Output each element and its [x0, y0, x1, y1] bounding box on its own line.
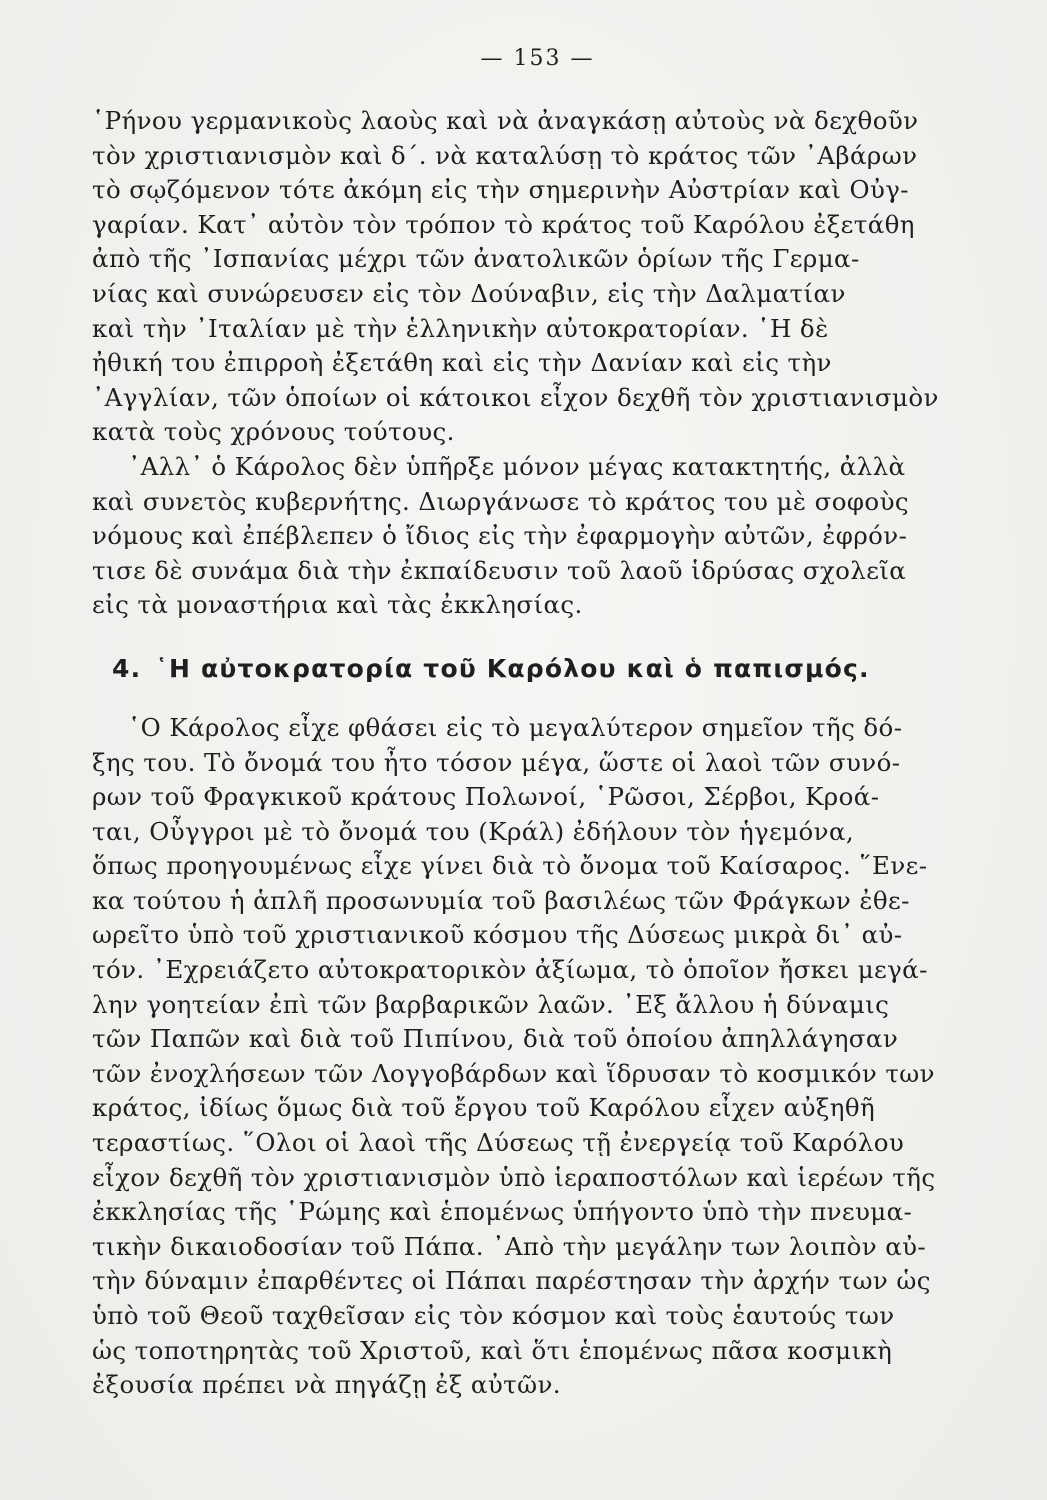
text-line: ξης του. Τὸ ὄνομά του ἦτο τόσον μέγα, ὥστε οἱ λαοὶ τῶν συνό- [92, 747, 901, 777]
text-line: κατὰ τοὺς χρόνους τούτους. [92, 417, 455, 447]
section-title: ῾Η αὐτοκρατορία τοῦ Καρόλου καὶ ὁ παπισμός. [155, 653, 870, 683]
text-line: νίας καὶ συνώρευσεν εἰς τὸν Δούναβιν, εἰς τὴν Δαλματίαν [92, 278, 846, 308]
text-line: τικὴν δικαιοδοσίαν τοῦ Πάπα. ᾿Απὸ τὴν μεγάλην των λοιπὸν αὐ- [92, 1231, 927, 1261]
section-number: 4. [112, 653, 142, 683]
text-line: τεραστίως. ῞Ολοι οἱ λαοὶ τῆς Δύσεως τῇ ἐνεργείᾳ τοῦ Καρόλου [92, 1128, 905, 1158]
text-line: ὑπὸ τοῦ Θεοῦ ταχθεῖσαν εἰς τὸν κόσμον καὶ τοὺς ἑαυτούς των [92, 1301, 895, 1330]
text-line: ρων τοῦ Φραγκικοῦ κράτους Πολωνοί, ῾Ρῶσοι, Σέρβοι, Κροά- [92, 782, 880, 812]
text-line: ἠθική του ἐπιρροὴ ἐξετάθη καὶ εἰς τὴν Δανίαν καὶ εἰς τὴν [92, 348, 832, 378]
text-line: τῶν ἐνοχλήσεων τῶν Λογγοβάρδων καὶ ἵδρυσαν τὸ κοσμικόν των [92, 1058, 935, 1088]
text-line: κράτος, ἰδίως ὅμως διὰ τοῦ ἔργου τοῦ Καρόλου εἶχεν αὐξηθῆ [92, 1093, 876, 1123]
paragraph-1 [92, 104, 943, 450]
text-line: ᾿Αγγλίαν, τῶν ὁποίων οἱ κάτοικοι εἶχον δεχθῆ τὸν χριστιανισμὸν [92, 382, 939, 412]
text-line: εἰς τὰ μοναστήρια καὶ τὰς ἐκκλησίας. [92, 590, 583, 620]
text-line: τὴν δύναμιν ἐπαρθέντες οἱ Πάπαι παρέστησαν τὴν ἀρχήν των ὡς [92, 1266, 931, 1296]
paragraph-2 [92, 450, 943, 623]
text-line: ἀπὸ τῆς ᾿Ισπανίας μέχρι τῶν ἀνατολικῶν ὁρίων τῆς Γερμα- [92, 244, 860, 274]
text-line: ὅπως προηγουμένως εἶχε γίνει διὰ τὸ ὄνομα τοῦ Καίσαρος. ῞Ενε- [92, 851, 928, 881]
text-line: καὶ τὴν ᾿Ιταλίαν μὲ τὴν ἑλληνικὴν αὐτοκρατορίαν. ῾Η δὲ [92, 313, 829, 343]
text-line: ωρεῖτο ὑπὸ τοῦ χριστιανικοῦ κόσμου τῆς Δύσεως μικρὰ δι᾿ αὐ- [92, 920, 903, 950]
text-line: καὶ συνετὸς κυβερνήτης. Διωργάνωσε τὸ κράτος του μὲ σοφοὺς [92, 486, 909, 516]
text-line: γαρίαν. Κατ᾿ αὐτὸν τὸν τρόπον τὸ κράτος τοῦ Καρόλου ἐξετάθη [92, 209, 915, 239]
text-line: τὸν χριστιανισμὸν καὶ δ΄. νὰ καταλύσῃ τὸ κράτος τῶν ᾿Αβάρων [92, 140, 918, 170]
text-line: ᾿Αλλ᾿ ὁ Κάρολος δὲν ὑπῆρξε μόνον μέγας κατακτητής, ἀλλὰ [128, 451, 906, 481]
text-line: ἐκκλησίας τῆς ῾Ρώμης καὶ ἑπομένως ὑπήγοντο ὑπὸ τὴν πνευμα- [92, 1197, 913, 1227]
text-line: τόν. ᾿Εχρειάζετο αὐτοκρατορικὸν ἀξίωμα, τὸ ὁποῖον ἤσκει μεγά- [92, 955, 928, 985]
text-line: τὸ σῳζόμενον τότε ἀκόμη εἰς τὴν σημερινὴν Αὐστρίαν καὶ Οὐγ- [92, 175, 909, 205]
text-line: ἐξουσία πρέπει νὰ πηγάζῃ ἐξ αὐτῶν. [92, 1370, 561, 1400]
paragraph-3 [92, 711, 943, 1403]
text-line: τῶν Παπῶν καὶ διὰ τοῦ Πιπίνου, διὰ τοῦ ὁποίου ἀπηλλάγησαν [92, 1024, 899, 1054]
text-line: κα τούτου ἡ ἁπλῆ προσωνυμία τοῦ βασιλέως τῶν Φράγκων ἐθε- [92, 885, 910, 915]
section-heading [92, 651, 943, 687]
text-line: νόμους καὶ ἐπέβλεπεν ὁ ἴδιος εἰς τὴν ἐφαρμογὴν αὐτῶν, ἐφρόν- [92, 521, 908, 551]
page-number: — 153 — [480, 46, 595, 71]
text-line: λην γοητείαν ἐπὶ τῶν βαρβαρικῶν λαῶν. ᾿Εξ ἄλλου ἡ δύναμις [92, 989, 890, 1019]
text-line: ῾Ρήνου γερμανικοὺς λαοὺς καὶ νὰ ἀναγκάσῃ αὐτοὺς νὰ δεχθοῦν [92, 106, 919, 135]
text-line: ῾Ο Κάρολος εἶχε φθάσει εἰς τὸ μεγαλύτερον σημεῖον τῆς δό- [128, 712, 903, 742]
text-line: εἶχον δεχθῆ τὸν χριστιανισμὸν ὑπὸ ἱεραποστόλων καὶ ἱερέων τῆς [92, 1162, 936, 1192]
text-line: ὡς τοποτηρητὰς τοῦ Χριστοῦ, καὶ ὅτι ἑπομένως πᾶσα κοσμικὴ [92, 1335, 893, 1365]
text-line: τισε δὲ συνάμα διὰ τὴν ἐκπαίδευσιν τοῦ λαοῦ ἱδρύσας σχολεῖα [92, 555, 907, 585]
text-line: ται, Οὖγγροι μὲ τὸ ὄνομά του (Κράλ) ἐδήλουν τὸν ἡγεμόνα, [92, 816, 855, 846]
